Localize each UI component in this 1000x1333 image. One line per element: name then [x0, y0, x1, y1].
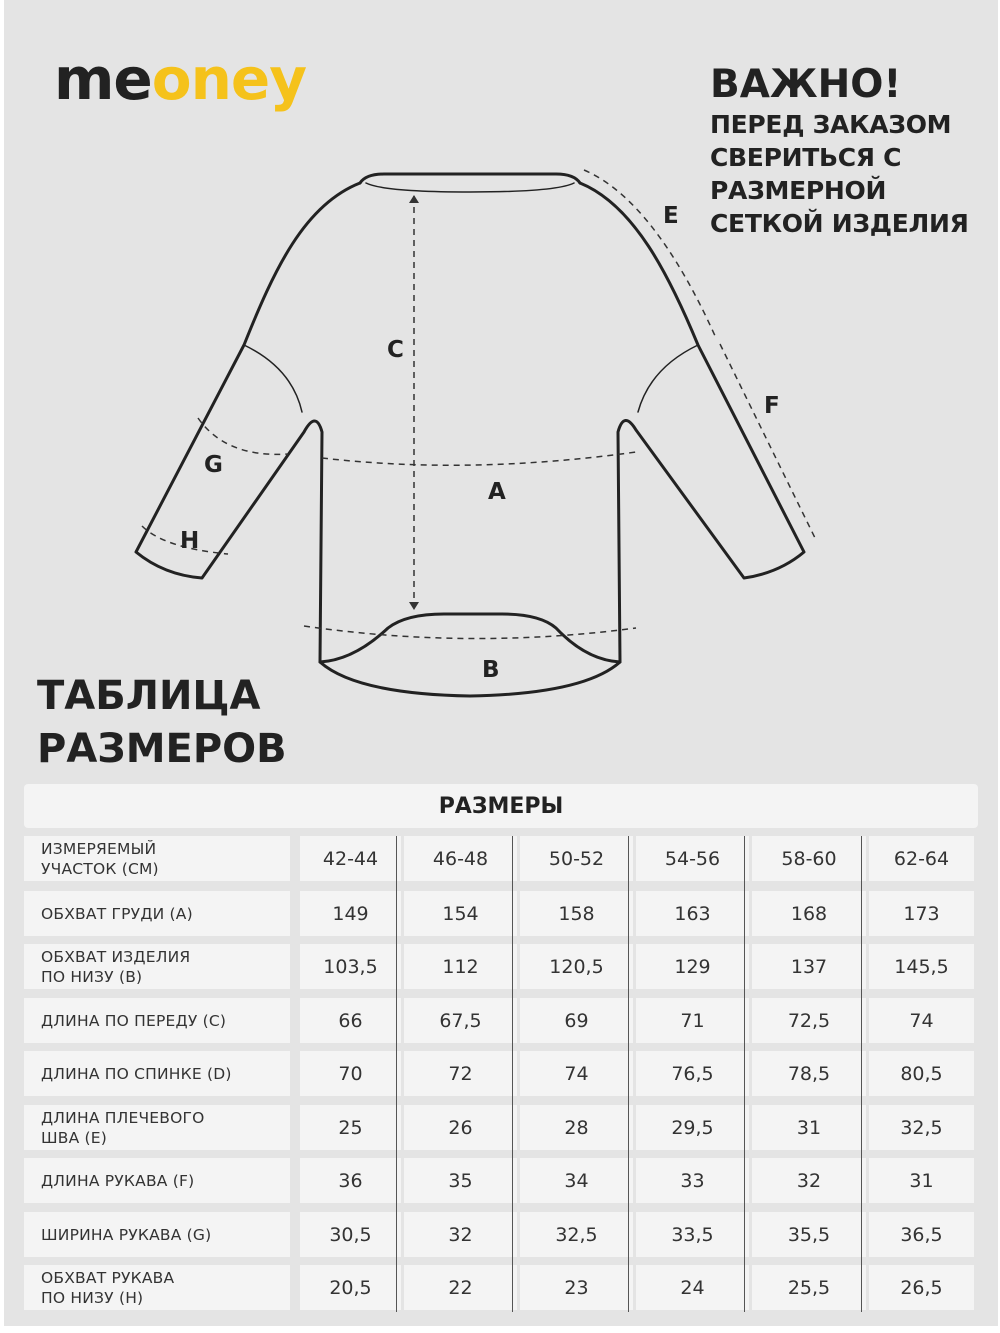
brand-logo-part-2: oney — [151, 45, 307, 113]
notice-heading: ВАЖНО! — [710, 62, 902, 107]
table-cell: 71 — [636, 998, 749, 1043]
row-label — [24, 891, 290, 936]
garment-diagram — [4, 0, 998, 700]
row-label — [24, 998, 290, 1043]
measure-line-f — [720, 344, 816, 540]
row-label-line: ШИРИНА РУКАВА (G) — [41, 1225, 212, 1244]
table-cell: 34 — [520, 1158, 633, 1203]
left-shoulder-sleeve — [136, 183, 360, 662]
table-cell: 35 — [404, 1158, 517, 1203]
column-divider — [512, 836, 513, 1312]
measure-line-b — [304, 626, 636, 639]
arrow-c-bottom — [409, 602, 419, 610]
table-cell: 70 — [300, 1051, 401, 1096]
row-label-line: ПО НИЗУ (H) — [41, 1288, 144, 1307]
row-label — [24, 1158, 290, 1203]
label-b: B — [482, 657, 500, 683]
label-a: A — [488, 479, 506, 505]
row-label-line: ДЛИНА ПО СПИНКЕ (D) — [41, 1064, 232, 1083]
hem — [320, 614, 620, 696]
table-cell: 80,5 — [869, 1051, 974, 1096]
size-column-header: 62-64 — [869, 836, 974, 881]
label-h: H — [180, 528, 200, 554]
label-g: G — [204, 452, 223, 478]
table-cell: 129 — [636, 944, 749, 989]
table-cell: 154 — [404, 891, 517, 936]
table-cell: 32,5 — [869, 1105, 974, 1150]
neckline-inner — [366, 183, 574, 192]
row-label-line: ИЗМЕРЯЕМЫЙ — [41, 839, 157, 858]
size-column-header: 54-56 — [636, 836, 749, 881]
neckline — [360, 174, 580, 183]
row-label-line: ОБХВАТ РУКАВА — [41, 1268, 175, 1287]
table-cell: 20,5 — [300, 1265, 401, 1310]
size-table — [24, 784, 978, 828]
table-cell: 24 — [636, 1265, 749, 1310]
page-title — [37, 670, 287, 776]
table-cell: 33 — [636, 1158, 749, 1203]
table-cell: 22 — [404, 1265, 517, 1310]
table-cell: 25,5 — [752, 1265, 866, 1310]
table-cell: 36 — [300, 1158, 401, 1203]
table-cell: 35,5 — [752, 1212, 866, 1257]
row-label — [24, 1051, 290, 1096]
size-table-header: РАЗМЕРЫ — [24, 784, 978, 828]
column-divider — [396, 836, 397, 1312]
row-label-line: ДЛИНА ПЛЕЧЕВОГО — [41, 1108, 205, 1127]
size-column-header: 42-44 — [300, 836, 401, 881]
table-cell: 32,5 — [520, 1212, 633, 1257]
table-cell: 36,5 — [869, 1212, 974, 1257]
table-cell: 103,5 — [300, 944, 401, 989]
table-cell: 137 — [752, 944, 866, 989]
table-cell: 145,5 — [869, 944, 974, 989]
row-label-line: ОБХВАТ ИЗДЕЛИЯ — [41, 947, 191, 966]
table-cell: 74 — [520, 1051, 633, 1096]
column-header-measured-area — [24, 836, 290, 881]
row-label — [24, 944, 290, 989]
table-cell: 112 — [404, 944, 517, 989]
page-title-line: РАЗМЕРОВ — [37, 726, 287, 772]
arrow-c-top — [409, 195, 419, 203]
brand-logo-part-1: me — [54, 45, 152, 113]
row-label-line: УЧАСТОК (СМ) — [41, 859, 159, 878]
table-cell: 67,5 — [404, 998, 517, 1043]
table-cell: 78,5 — [752, 1051, 866, 1096]
notice-line: СЕТКОЙ ИЗДЕЛИЯ — [710, 209, 969, 238]
table-cell: 66 — [300, 998, 401, 1043]
table-cell: 173 — [869, 891, 974, 936]
table-cell: 149 — [300, 891, 401, 936]
table-cell: 72,5 — [752, 998, 866, 1043]
table-cell: 76,5 — [636, 1051, 749, 1096]
label-e: E — [663, 203, 679, 229]
table-cell: 33,5 — [636, 1212, 749, 1257]
size-column-header: 46-48 — [404, 836, 517, 881]
right-raglan-seam — [638, 345, 698, 412]
row-label — [24, 1265, 290, 1310]
table-cell: 163 — [636, 891, 749, 936]
row-label-line: ШВА (E) — [41, 1128, 108, 1147]
row-label-line: ДЛИНА ПО ПЕРЕДУ (C) — [41, 1011, 227, 1030]
row-label-line: ДЛИНА РУКАВА (F) — [41, 1171, 195, 1190]
row-label-line: ОБХВАТ ГРУДИ (A) — [41, 904, 193, 923]
table-cell: 26 — [404, 1105, 517, 1150]
page-title-line: ТАБЛИЦА — [37, 673, 261, 719]
table-cell: 158 — [520, 891, 633, 936]
table-cell: 31 — [869, 1158, 974, 1203]
table-cell: 168 — [752, 891, 866, 936]
table-cell: 120,5 — [520, 944, 633, 989]
column-divider — [861, 836, 862, 1312]
table-cell: 23 — [520, 1265, 633, 1310]
size-column-header: 58-60 — [752, 836, 866, 881]
size-chart-page — [4, 0, 998, 1326]
notice-line: ПЕРЕД ЗАКАЗОМ — [710, 110, 952, 139]
size-column-header: 50-52 — [520, 836, 633, 881]
measure-line-a — [322, 452, 636, 465]
measure-line-g — [198, 418, 288, 454]
table-cell: 32 — [404, 1212, 517, 1257]
row-label-line: ПО НИЗУ (B) — [41, 967, 143, 986]
table-cell: 26,5 — [869, 1265, 974, 1310]
row-label — [24, 1212, 290, 1257]
table-cell: 74 — [869, 998, 974, 1043]
table-cell: 30,5 — [300, 1212, 401, 1257]
table-cell: 32 — [752, 1158, 866, 1203]
row-label — [24, 1105, 290, 1150]
column-divider — [744, 836, 745, 1312]
table-cell: 69 — [520, 998, 633, 1043]
table-cell: 29,5 — [636, 1105, 749, 1150]
notice-line: РАЗМЕРНОЙ — [710, 176, 887, 205]
label-c: C — [387, 337, 404, 363]
table-cell: 25 — [300, 1105, 401, 1150]
column-divider — [628, 836, 629, 1312]
right-shoulder-sleeve — [580, 183, 804, 662]
table-cell: 31 — [752, 1105, 866, 1150]
notice-line: СВЕРИТЬСЯ С — [710, 143, 902, 172]
table-cell: 28 — [520, 1105, 633, 1150]
left-raglan-seam — [244, 345, 302, 412]
table-cell: 72 — [404, 1051, 517, 1096]
label-f: F — [764, 393, 780, 419]
